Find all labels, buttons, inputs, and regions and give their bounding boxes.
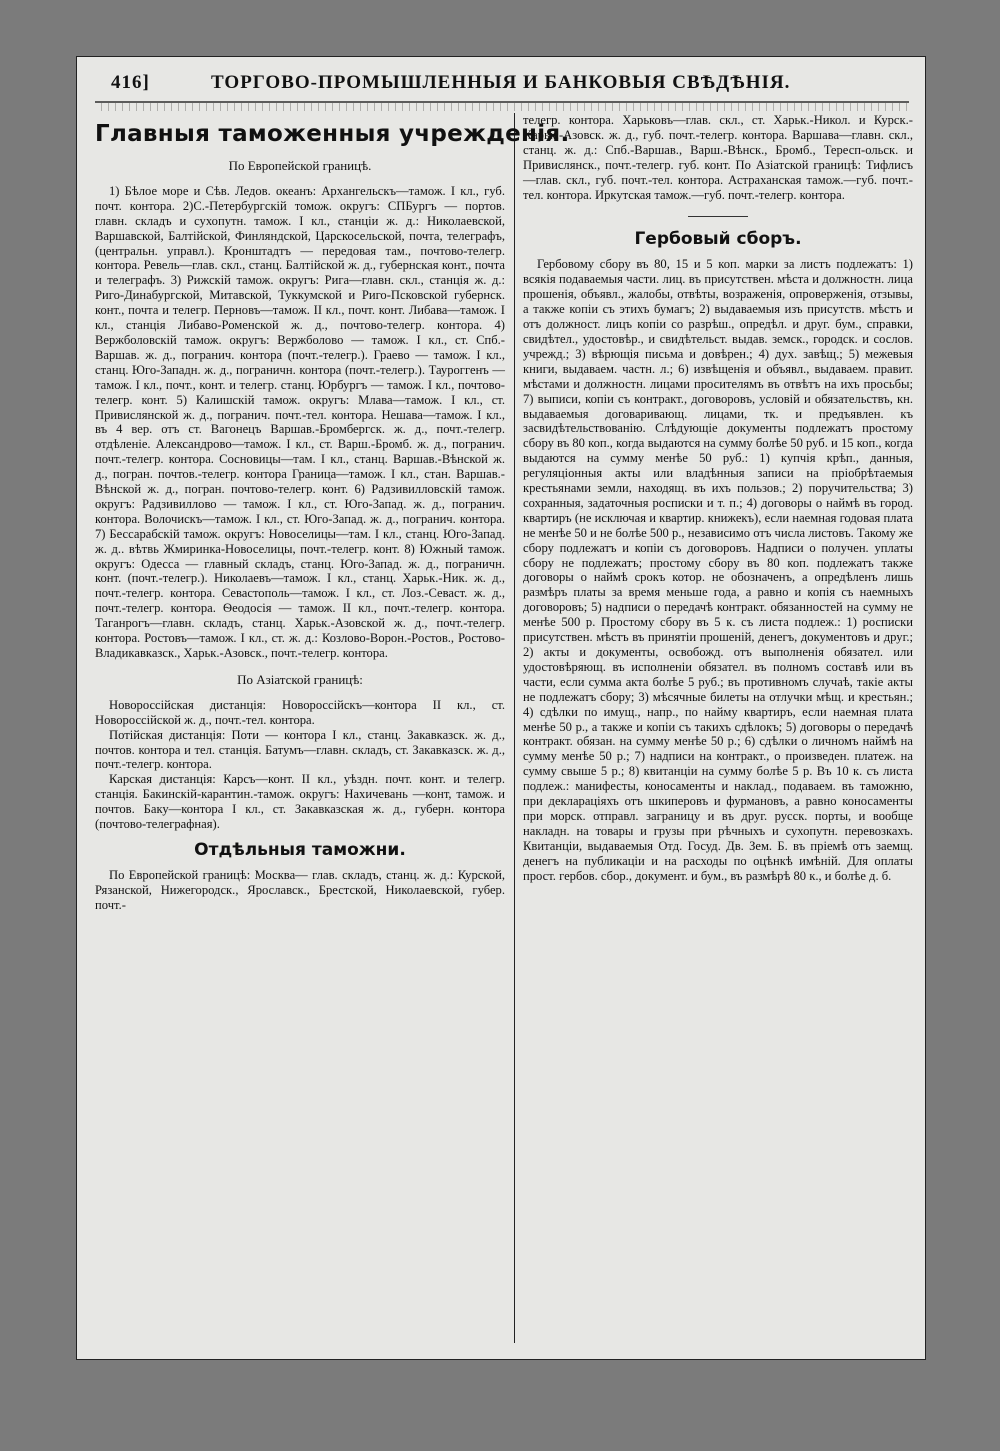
section-title-stamp-duty: Гербовый сборъ.: [634, 229, 802, 250]
left-column: [95, 113, 570, 913]
page-number: 416]: [111, 72, 150, 93]
header-ornamental-rule: [95, 101, 909, 111]
subtitle-europe: По Европейской границѣ.: [228, 158, 372, 173]
section-title-customs: Главныя таможенныя учрежденія.: [95, 121, 570, 147]
column-divider: [514, 113, 515, 1343]
paragraph-separate-customs: По Европейской границѣ: Москва— глав. складъ, станц. ж. д.: Курской, Рязанской, Нижегородск., Ярославск., Брестской, Николаевской, губер. почт.-: [95, 867, 505, 912]
paragraph-european-customs: 1) Бѣлое море и Сѣв. Ледов. океанъ: Архангельскъ—тамож. I кл., губ. почт. контора. 2)С.-Петербургскій томож. округъ: СПБургъ — портов. главн. складъ и сухопутн. тамож. I кл., станціи ж. д.: Николаевской, Варшавской, Балтійской, Финляндской, Царскосельской, почта, телеграфъ, (центральн. управл.). Кронштадтъ — передовая там., почтово-телегр. контора. Ревель—глав. скл., станц. Балтійской ж. д., губернская конт., почта и телеграфъ. 3) Рижскій тамож. округъ: Рига—главн. скл., станція ж. д.: Риго-Динабургской, Митавской, Туккумской и Риго-Псковской губернск. конт., почта и телегр. Перновъ—тамож. II кл., почт. конт. Либава—тамож. I кл., станція Либаво-Роменской ж. д., почтово-телегр. контора. 4) Вержболовскій тамож. округъ: Вержболово — тамож. I кл., ст. Спб.-Варшав. ж. д., погранич. контора (почт.-телегр.). Граево — тамож. I кл., станц. Юго-Западн. ж. д., пограничн. контора (почт.-телегр.). Тауроггенъ — тамож. I кл., почт., конт. и телегр. станц. Юрбургъ — тамож. I кл., почтово-телегр. конт. 5) Калишскій тамож. округъ: Млава—тамож. I кл., ст. Привислянской ж. д., погранич. почт.-тел. контора. Нешава—тамож. I кл., въ 4 вер. отъ ст. Вагонецъ Варшав.-Бромбергск. ж. д., почт.-телегр. отдѣленіе. Александрово—тамож. I кл., ст. Варш.-Бромб. ж. д., погранич. почт.-телегр. контора. Сосновицы—там. I кл., станц. Варшав.-Вѣнской ж. д., погран. почтов.-телегр. контора Граница—тамож. I кл., стан. Варшав.-Вѣнской ж. д., погран. почтово-телегр. конт. 6) Радзивилловскій тамож. округъ: Радзивиллово — тамож. I кл., ст. Юго-Запад. ж. д., погранич. контора. Волочискъ—тамож. I кл., ст. Юго-Запад. ж. д., погранич. контора. 7) Бессарабскій тамож. округъ: Новоселицы—там. I кл., станц. Юго-Запад. ж. д.. вѣтвь Жмиринка-Новоселицы, почт.-телегр. конт. 8) Южный тамож. округъ: Одесса — главный складъ, станц. Юго-Запад. ж. д., пограничн. конт. (почт.-телегр.). Николаевъ—тамож. I кл., станц. Харьк.-Ник. ж. д., почт.-телегр. контора. Севастополь—тамож. I кл., ст. Лоз.-Севаст. ж. д., почт.-телегр. контора. Ѳеодосія — тамож. II кл., почт.-телегр. контора. Таганрогъ—главн. складъ, станц. Харьк.-Азовской ж. д., почт.-телегр. контора. Ростовъ—тамож. I кл., ст. ж. д.: Козлово-Ворон.-Ростов., Ростово-Владикавказск., Харьк.-Азовск., почт.-телегр. контора.: [95, 183, 505, 660]
section-divider: [688, 216, 748, 217]
page: [76, 56, 926, 1360]
running-title: ТОРГОВО-ПРОМЫШЛЕННЫЯ И БАНКОВЫЯ СВѢДѢНІЯ.: [211, 72, 791, 93]
subtitle-asia: По Азіатской границѣ:: [237, 671, 363, 687]
paragraph-continued: телегр. контора. Харьковъ—глав. скл., ст. Харьк.-Никол. и Курск.-Харьк.-Азовск. ж. д., губ. почт.-телегр. контора. Варшава—главн. скл., станц. ж. д.: Спб.-Варшав., Варш.-Вѣнск., Бромб., Тересп-ольск. и Привислянск., почт.-телегр. губ. конт. По Азіатской границѣ: Тифлисъ—глав. скл., губ. почт.-тел. контора. Астраханская тамож.—губ. почт.-тел. контора. Иркутская тамож.—губ. почт.-телегр. контора.: [523, 113, 913, 202]
paragraph-poti: Потійская дистанція: Поти — контора I кл., станц. Закавказск. ж. д., почтов. контора и тел. станція. Батумъ—главн. складъ, ст. Закавказск. ж. д., почт.-телегр. контора.: [95, 727, 505, 772]
paragraph-kars: Карская дистанція: Карсъ—конт. II кл., уѣздн. почт. конт. и телегр. станція. Бакинскій-карантин.-тамож. округъ: Нахичевань —конт, тамож. и почтов. Баку—контора I кл., ст. Закавказская ж. д., губерн. контора (почтово-телеграфная).: [95, 772, 505, 832]
paragraph-novorossiysk: Новороссійская дистанція: Новороссійскъ—контора II кл., ст. Новороссійской ж. д., почт.-тел. контора.: [95, 697, 505, 727]
section-title-separate: Отдѣльныя таможни.: [194, 839, 406, 860]
paragraph-stamp-duty: Гербовому сбору въ 80, 15 и 5 коп. марки за листъ подлежатъ: 1) всякія подаваемыя части. лиц. въ присутствен. мѣста и должностн. лица прошенія, объявл., жалобы, отвѣты, возраженія, опроверженія, отзывы, а также копіи съ этихъ бумагъ; 2) выдаваемыя изъ присутств. мѣстъ и отъ должност. лицъ копіи со разрѣш., опредѣл. и друг. бум., справки, свидѣтел., удостовѣр., и свидѣтельст. выдав. земск., городск. и сослов. учрежд.; 3) вѣрющія письма и довѣрен.; 4) дух. завѣщ.; 5) межевыя книги, выдаваем. частн. л.; 6) извѣщенія и объявл., выдаваем. правит. мѣстами и должностн. лицами просителямъ въ отвѣтъ на ихъ просьбы; 7) выписи, копіи съ контракт., договоровъ, условій и обязательствъ, кн. выдаваемыя договаривающ. лицами, тк. и предъявлен. къ засвидѣтельствованію. Слѣдующіе документы подлежатъ простому сбору въ 80 коп., когда выдаются на сумму болѣе 50 руб. и 15 коп., когда выдаются на сумму менѣе 50 руб.: 1) купчія крѣп., данныя, регуляціонныя акты или владѣнныя записи на пріобрѣтаемыя крестьянами земли, находящ. въ ихъ пользов.; 2) поручительства; 3) сохранныя, задаточныя росписки и т. п.; 4) договоры о наймѣ въ город. квартиръ (не исключая и квартир. книжекъ), если наемная годовая плата не менѣе 50 и не болѣе 500 р., независимо отъ числа листовъ. Такому же сбору подлежатъ и копіи съ договоровъ. Надписи о получен. уплаты сбору не подлежатъ; простому сбору въ 80 коп. подлежатъ также договоры о наймѣ срокъ котор. не обозначенъ, а опредѣленъ лишь размѣръ платы за время меньше года, а равно и копія съ наемныхъ договоровъ; 5) надписи о передачѣ контракт. обязанностей на сумму не менѣе 500 р. Простому сбору въ 5 к. съ листа подлеж.: 1) росписки присутствен. мѣстъ въ принятіи прошеній, денегъ, документовъ и друг.; 2) акты и документы, освобожд. отъ выполненія обязател. или удостовѣряющ. въ исполненіи обязател. въ полномъ составѣ или въ части, если сумма акта болѣе 5 руб.; въ противномъ случаѣ, такіе акты не подлежатъ сбору; 3) мѣсячные билеты на отлучки мѣщ. и крестьян.; 4) сдѣлки по имущ., напр., по найму квартиръ, если наемная плата менѣе 50 р., а также и копіи съ такихъ сдѣлокъ; 5) договоры о передачѣ контракт. обязан. на сумму менѣе 50 р.; 6) сдѣлки о личномъ наймѣ на сумму менѣе 50 р.; 7) надписи на контракт., о произведен. платеж. на сумму свыше 5 р.; 8) квитанціи на сумму болѣе 5 р. Въ 10 к. съ листа подлеж.: манифесты, коносаменты и наклад., подаваем. въ таможню, при деклараціяхъ отъ шкиперовъ и фурмановъ, а равно коносаменты при морск. отправл. заграницу и въ друг. русск. порты, и вообще накладн. на товары и грузы при рѣчныхъ и сухопутн. перевозкахъ. Квитанціи, выдаваемыя Отд. Госуд. Дв. Зем. Б. въ пріемѣ отъ заемщ. денегъ на публикаціи и на расходы по оцѣнкѣ имѣній. Для оплаты прост. гербов. сбор., документ. и бум., въ размѣрѣ 80 к., и болѣе д. б.: [523, 257, 913, 883]
running-header: [111, 67, 891, 99]
right-column: [523, 113, 913, 884]
